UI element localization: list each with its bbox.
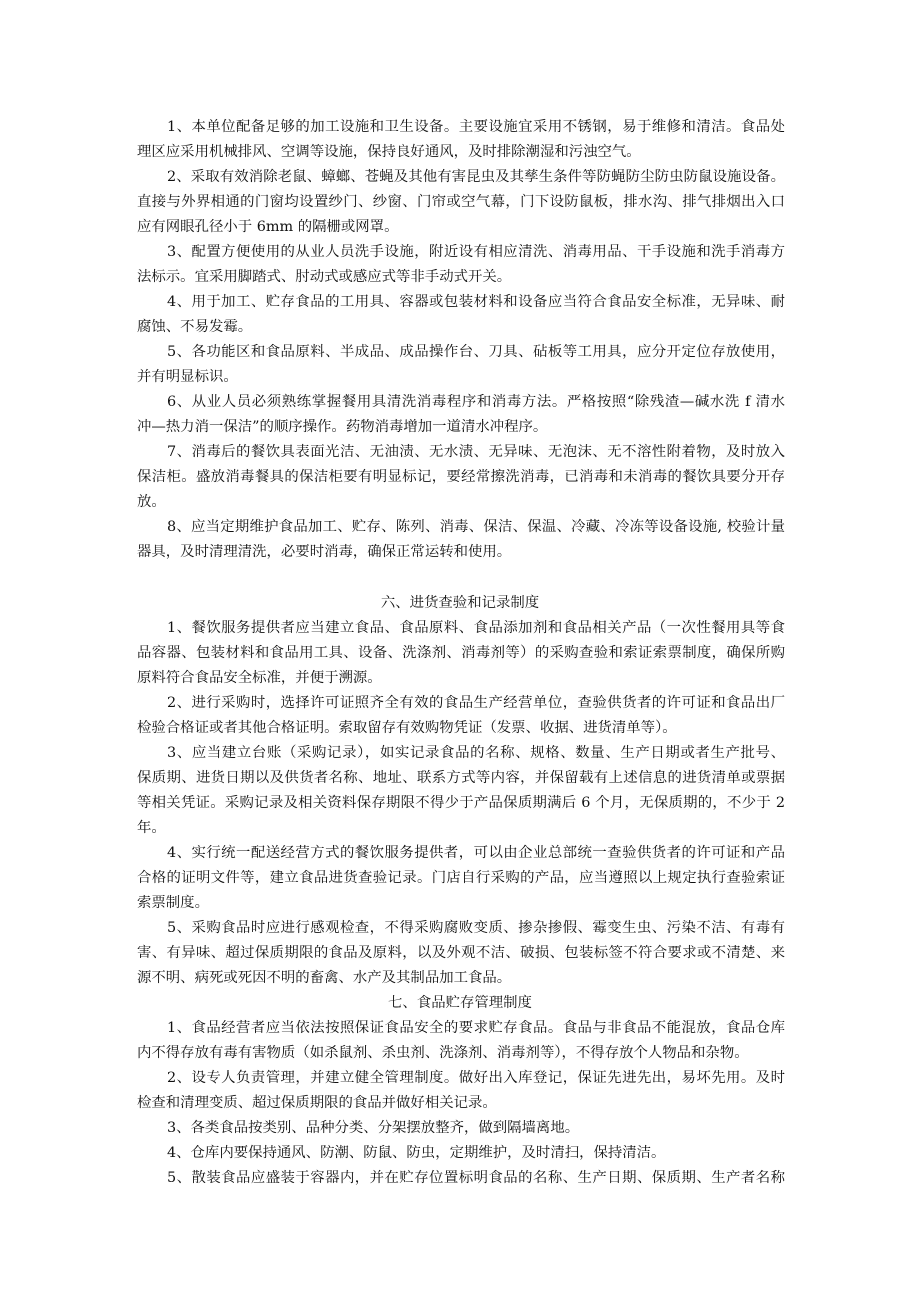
text-line: 2、采取有效消除老鼠、蟑螂、苍蝇及其他有害昆虫及其孳生条件等防蝇防尘防虫防鼠设施设备。 bbox=[167, 169, 785, 185]
text-line: 器具，及时清理清洗，必要时消毒，确保正常运转和使用。 bbox=[137, 544, 512, 560]
text-line: 检查和清理变质、超过保质期限的食品并做好相关记录。 bbox=[137, 1095, 497, 1111]
text-line: 源不明、病死或死因不明的畜禽、水产及其制品加工食品。 bbox=[137, 970, 512, 986]
text-line: 害、有异味、超过保质期限的食品及原料，以及外观不洁、破损、包装标签不符合要求或不清楚、来 bbox=[137, 945, 785, 961]
text-line: 应有网眼孔径小于 6mm 的隔栅或网罩。 bbox=[137, 219, 399, 235]
text-line: 法标示。宜采用脚踏式、肘动式或感应式等非手动式开关。 bbox=[137, 269, 512, 285]
text-line: 7、消毒后的餐饮具表面光洁、无油渍、无水渍、无异味、无泡沫、无不溶性附着物，及时放入 bbox=[167, 444, 785, 460]
text-line: 3、配置方便使用的从业人员洗手设施，附近设有相应清洗、消毒用品、干手设施和洗手消毒方 bbox=[167, 244, 785, 260]
text-line: 1、食品经营者应当依法按照保证食品安全的要求贮存食品。食品与非食品不能混放，食品仓库 bbox=[167, 1020, 785, 1036]
text-line: 4、仓库内要保持通风、防潮、防鼠、防虫，定期维护，及时清扫，保持清洁。 bbox=[167, 1145, 666, 1161]
text-line: 等相关凭证。采购记录及相关资料保存期限不得少于产品保质期满后 6 个月，无保质期的，不少于 2 bbox=[137, 795, 785, 811]
text-line: 理区应采用机械排风、空调等设施，保持良好通风，及时排除潮湿和污浊空气。 bbox=[137, 144, 641, 160]
text-line: 保质期、进货日期以及供货者名称、地址、联系方式等内容，并保留载有上述信息的进货清单或票据 bbox=[137, 770, 785, 786]
text-line: 4、用于加工、贮存食品的工用具、容器或包装材料和设备应当符合食品安全标准，无异味、耐 bbox=[167, 294, 785, 310]
section-seven-heading: 七、食品贮存管理制度 bbox=[388, 995, 532, 1011]
text-line: 4、实行统一配送经营方式的餐饮服务提供者，可以由企业总部统一查验供货者的许可证和产品 bbox=[167, 845, 785, 861]
text-line: 合格的证明文件等，建立食品进货查验记录。门店自行采购的产品，应当遵照以上规定执行查验索证 bbox=[137, 870, 785, 886]
text-line: 并有明显标识。 bbox=[137, 369, 238, 385]
text-line: 3、各类食品按类别、品种分类、分架摆放整齐，做到隔墙离地。 bbox=[167, 1120, 580, 1136]
text-line: 索票制度。 bbox=[137, 895, 209, 911]
text-line: 5、各功能区和食品原料、半成品、成品操作台、刀具、砧板等工用具，应分开定位存放使用， bbox=[167, 344, 785, 360]
section-six-heading: 六、进货查验和记录制度 bbox=[380, 595, 540, 611]
text-line: 3、应当建立台账（采购记录），如实记录食品的名称、规格、数量、生产日期或者生产批号、 bbox=[167, 745, 785, 761]
text-line: 放。 bbox=[137, 494, 166, 510]
text-line: 品容器、包装材料和食品用工具、设备、洗涤剂、消毒剂等）的采购查验和索证索票制度，确保所购 bbox=[137, 645, 785, 661]
text-line: 保洁柜。盛放消毒餐具的保洁柜要有明显标记，要经常擦洗消毒，已消毒和未消毒的餐饮具要分开存 bbox=[137, 469, 785, 485]
text-line: 8、应当定期维护食品加工、贮存、陈列、消毒、保洁、保温、冷藏、冷冻等设备设施, 校验计量 bbox=[167, 519, 785, 535]
text-line: 1、本单位配备足够的加工设施和卫生设备。主要设施宜采用不锈钢，易于维修和清洁。食品处 bbox=[167, 119, 785, 135]
text-line: 内不得存放有毒有害物质（如杀鼠剂、杀虫剂、洗涤剂、消毒剂等），不得存放个人物品和杂物。 bbox=[137, 1045, 749, 1061]
text-line: 5、采购食品时应进行感观检查，不得采购腐败变质、掺杂掺假、霉变生虫、污染不洁、有毒有 bbox=[167, 920, 785, 936]
text-line: 年。 bbox=[137, 820, 166, 836]
text-line: 冲—热力消一保洁”的顺序操作。药物消毒增加一道清水冲程序。 bbox=[137, 419, 548, 435]
text-line: 6、从业人员必须熟练掌握餐用具清洗消毒程序和消毒方法。严格按照“除残渣—碱水洗 f 清水 bbox=[167, 394, 785, 410]
text-line: 2、进行采购时，选择许可证照齐全有效的食品生产经营单位，查验供货者的许可证和食品出厂 bbox=[167, 695, 785, 711]
text-line: 腐蚀、不易发霉。 bbox=[137, 319, 253, 335]
text-line: 5、散装食品应盛装于容器内，并在贮存位置标明食品的名称、生产日期、保质期、生产者名称 bbox=[167, 1170, 785, 1186]
text-line: 直接与外界相通的门窗均设置纱门、纱窗、门帘或空气幕，门下设防鼠板，排水沟、排气排烟出入口 bbox=[137, 194, 785, 210]
text-line: 1、餐饮服务提供者应当建立食品、食品原料、食品添加剂和食品相关产品（一次性餐用具等食 bbox=[167, 620, 785, 636]
text-line: 检验合格证或者其他合格证明。索取留存有效购物凭证（发票、收据、进货清单等）。 bbox=[137, 720, 677, 736]
text-line: 2、设专人负责管理，并建立健全管理制度。做好出入库登记，保证先进先出，易坏先用。及时 bbox=[167, 1070, 785, 1086]
text-line: 原料符合食品安全标准，并便于溯源。 bbox=[137, 670, 382, 686]
